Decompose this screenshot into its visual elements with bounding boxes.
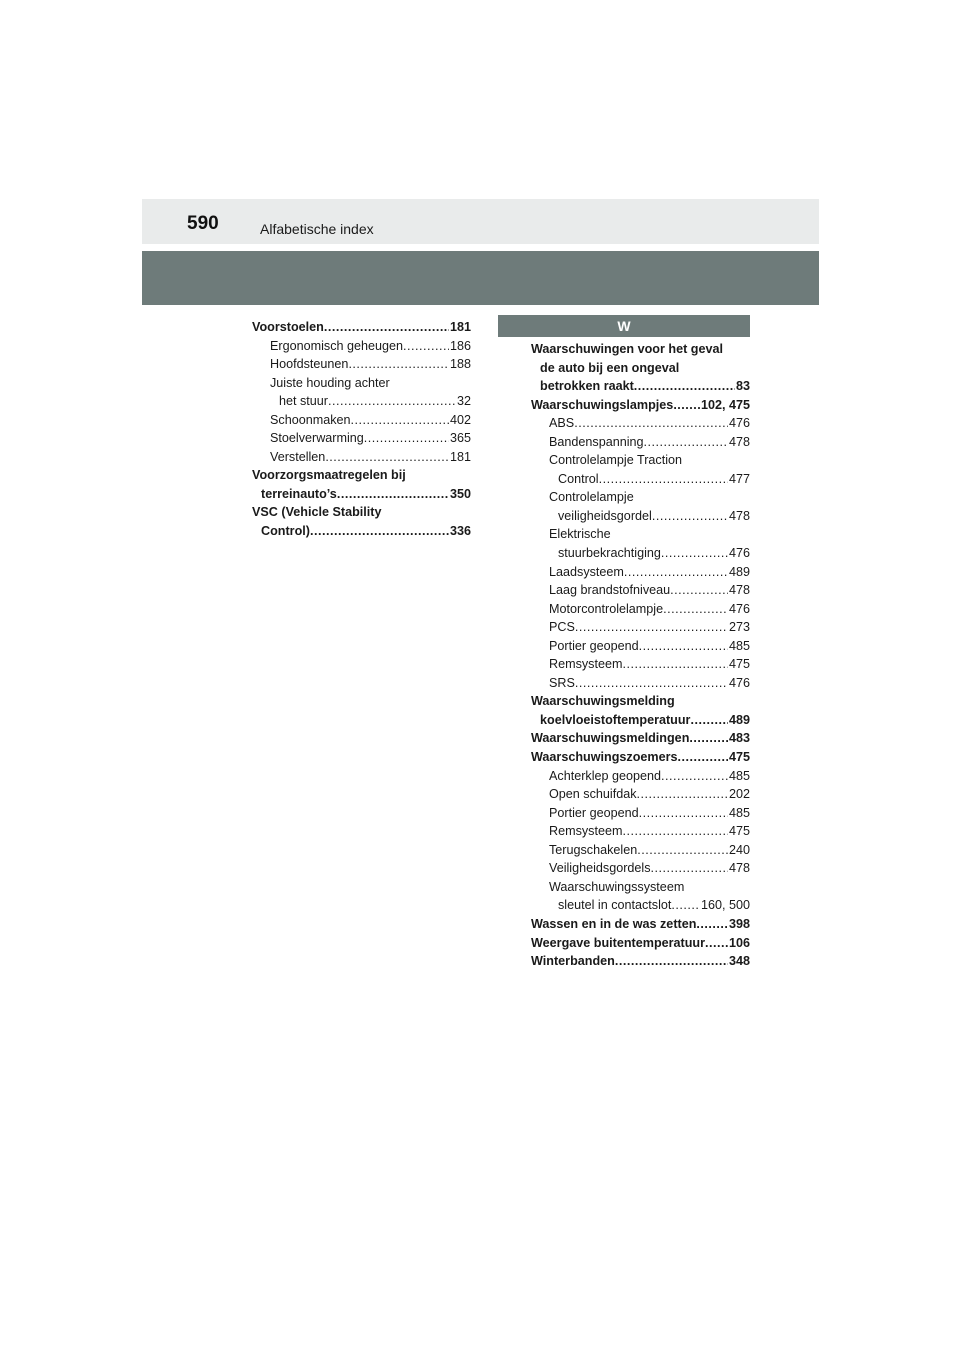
entry-text: Verstellen [270,449,326,464]
entry-text: Waarschuwingen voor het geval [531,342,723,356]
entry-page: 478 [728,583,750,598]
entry-text-cont: Control) [261,524,310,539]
entry-page: 476 [728,416,750,431]
entry-text: Waarschuwingssysteem [549,879,685,894]
index-entry [531,396,750,415]
entry-text-cont: koelvloeistoftemperatuur [540,712,691,727]
entry-page: 476 [728,601,750,616]
index-subentry [531,767,750,786]
index-entry [531,729,750,748]
index-entry [252,503,471,540]
entry-text: Voorstoelen [252,320,324,334]
entry-page: 102, 475 [700,397,750,412]
entry-text: Controlelampje [549,490,634,505]
entry-page: 106 [728,935,750,950]
entry-page: 160, 500 [700,898,750,913]
entry-text: Voorzorgsmaatregelen bij [252,468,406,483]
entry-page: 336 [449,524,471,539]
entry-text: Portier geopend [549,638,639,653]
entry-page: 478 [728,434,750,449]
entry-text: PCS [549,620,575,635]
index-column-left [252,318,471,541]
index-entry [531,934,750,953]
letter-heading: W [498,315,750,337]
entry-text: Motorcontrolelampje [549,601,664,616]
index-column-right [531,340,750,971]
index-subentry [531,600,750,619]
entry-page: 475 [728,657,750,672]
entry-text: ABS [549,416,575,431]
index-subentry [531,488,750,525]
entry-text-cont: terreinauto’s [261,486,337,501]
index-subentry [252,429,471,448]
entry-page: 485 [728,768,750,783]
entry-page: 83 [735,379,750,394]
entry-text: Juiste houding achter [270,375,390,390]
entry-text: Stoelverwarming [270,431,364,446]
entry-text-cont: betrokken raakt [540,379,634,394]
index-subentry [531,655,750,674]
entry-page: 485 [728,805,750,820]
entry-text: Winterbanden [531,954,615,969]
entry-text: Remsysteem [549,824,623,839]
entry-text: Laadsysteem [549,564,624,579]
index-subentry [531,637,750,656]
entry-text: Open schuifdak [549,787,637,802]
entry-text: Hoofdsteunen [270,357,349,372]
entry-page: 477 [728,471,750,486]
page-number: 590 [187,213,219,234]
entry-page: 483 [728,731,750,746]
entry-page: 188 [449,357,471,372]
index-subentry [531,822,750,841]
index-entry [252,318,471,337]
index-subentry [252,355,471,374]
index-entry [531,692,750,729]
entry-text: Waarschuwingsmeldingen [531,731,690,746]
entry-text-cont: het stuur [279,394,329,409]
entry-page: 32 [456,394,471,409]
entry-page: 181 [449,449,471,464]
entry-text-cont: sleutel in contactslot [558,898,672,913]
entry-text: Weergave buitentemperatuur [531,935,706,950]
entry-page: 478 [728,508,750,523]
index-subentry [531,414,750,433]
index-subentry [531,878,750,915]
entry-text-cont: veiligheidsgordel [558,508,652,523]
index-subentry [531,433,750,452]
header-bar [142,199,819,244]
entry-text: Bandenspanning [549,434,644,449]
entry-text: Remsysteem [549,657,623,672]
entry-page: 475 [728,750,750,765]
header-band [142,251,819,305]
entry-page: 485 [728,638,750,653]
entry-text: Schoonmaken [270,412,351,427]
entry-text-cont: Control [558,471,599,486]
entry-page: 398 [728,916,750,931]
entry-text-cont: stuurbekrachtiging [558,546,661,561]
index-subentry [531,451,750,488]
entry-text: Veiligheidsgordels [549,861,651,876]
index-subentry [531,581,750,600]
entry-page: 350 [449,486,471,501]
index-entry [252,466,471,503]
index-subentry [252,411,471,430]
index-subentry [531,841,750,860]
entry-text-cont: de auto bij een ongeval [540,360,680,375]
entry-text: Portier geopend [549,805,639,820]
entry-text: Elektrische [549,527,611,542]
index-subentry [252,337,471,356]
entry-text: VSC (Vehicle Stability [252,505,382,520]
section-title: Alfabetische index [260,221,374,237]
index-subentry [531,563,750,582]
entry-page: 365 [449,431,471,446]
index-entry [531,915,750,934]
index-subentry [252,448,471,467]
entry-text: Laag brandstofniveau [549,583,671,598]
entry-text: SRS [549,675,575,690]
entry-page: 478 [728,861,750,876]
entry-page: 402 [449,412,471,427]
entry-text: Achterklep geopend [549,768,662,783]
entry-page: 489 [728,712,750,727]
entry-page: 489 [728,564,750,579]
entry-page: 348 [728,954,750,969]
index-subentry [531,618,750,637]
entry-page: 181 [449,320,471,334]
index-subentry [252,374,471,411]
entry-text: Terugschakelen [549,842,638,857]
index-subentry [531,525,750,562]
index-entry [531,340,750,396]
entry-text: Waarschuwingsmelding [531,694,675,709]
index-subentry [531,804,750,823]
entry-text: Ergonomisch geheugen [270,338,404,353]
entry-page: 476 [728,675,750,690]
entry-page: 240 [728,842,750,857]
entry-page: 186 [449,338,471,353]
index-subentry [531,674,750,693]
entry-text: Wassen en in de was zetten [531,916,697,931]
index-entry [531,952,750,971]
entry-page: 202 [728,787,750,802]
entry-page: 273 [728,620,750,635]
entry-text: Controlelampje Traction [549,453,682,468]
entry-text: Waarschuwingslampjes [531,397,674,412]
entry-page: 476 [728,546,750,561]
entry-page: 475 [728,824,750,839]
index-entry [531,748,750,767]
index-subentry [531,785,750,804]
index-subentry [531,859,750,878]
entry-text: Waarschuwingszoemers [531,750,678,765]
